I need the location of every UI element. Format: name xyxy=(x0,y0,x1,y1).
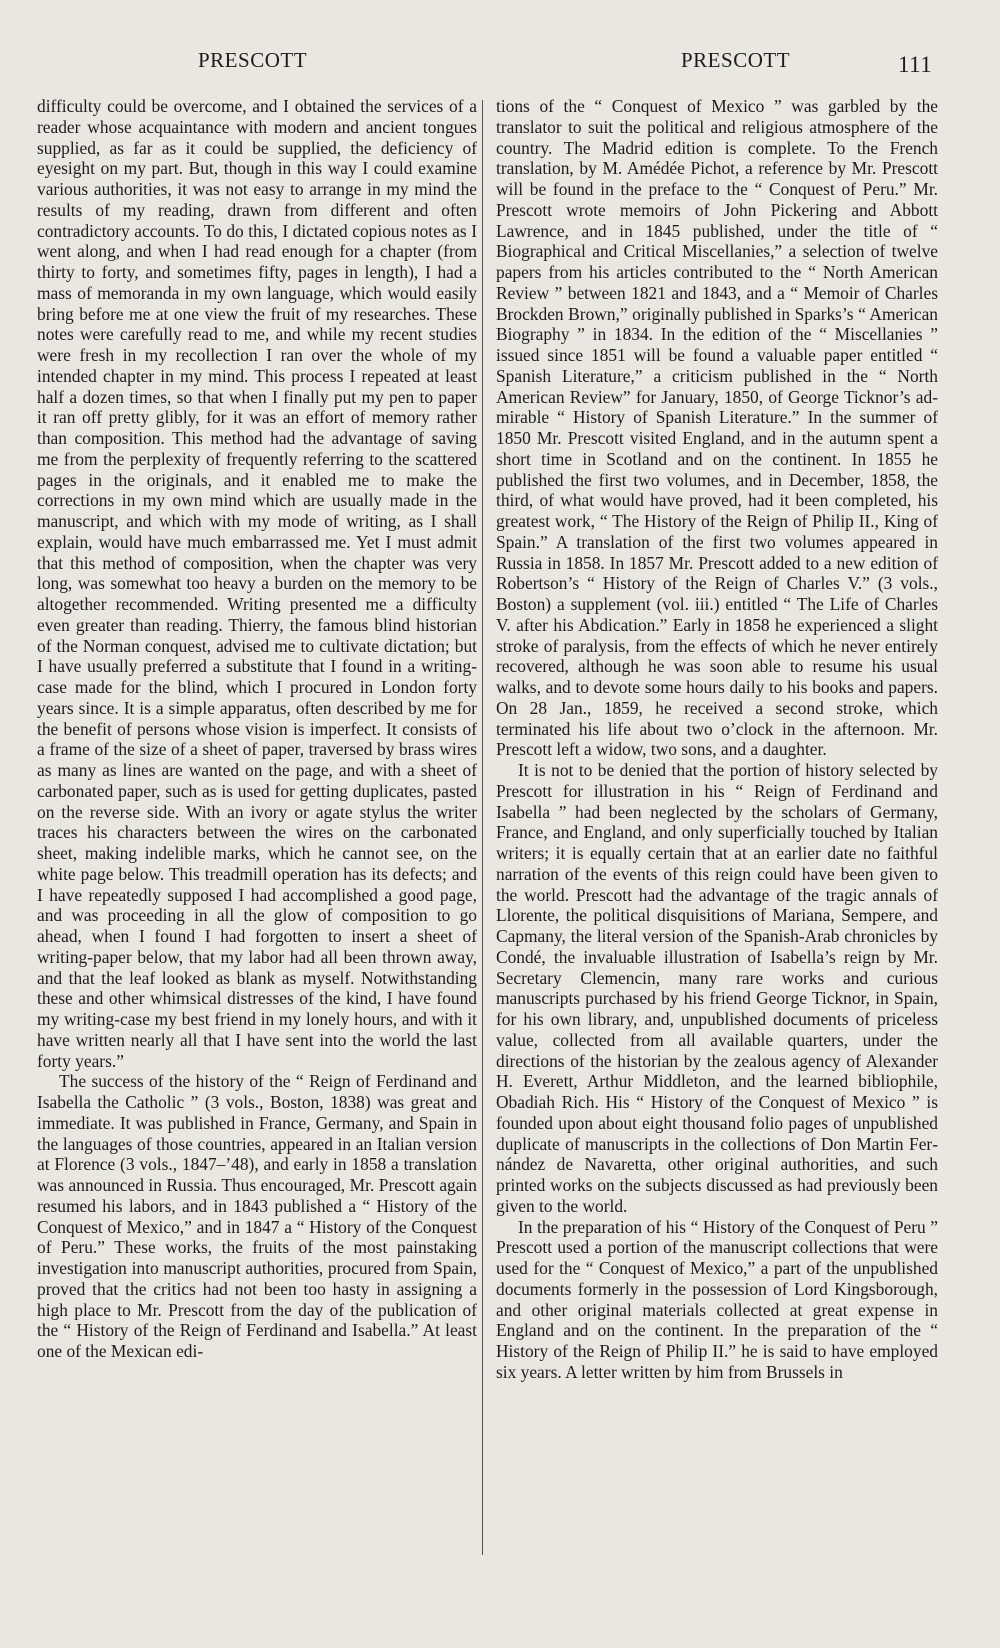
column-divider xyxy=(482,100,483,1555)
right-paragraph-2: It is not to be denied that the portion of history selected by Prescott for illustration in his “ Reign of Ferdinand and Isabella ” had been neglected by the scholars of Germany, France, and England, and only superficially touched by Italian writers; it is equally certain that at an earlier date no faithful narration of the events of this reign could have been given to the world. Prescott had the advantage of the tragic annals of Llorente, the political disquisitions of Mariana, Sempere, and Capmany, the literal version of the Spanish-Arab chronicles by Condé, the invaluable illustration of Isabella’s reign by Mr. Secretary Clemencin, many rare works and curious manuscripts purchased by his friend George Ticknor, in Spain, for his own library, and, unpublished documents of priceless value, collected from all available quarters, under the directions of the historian by the zealous agency of Alexander H. Everett, Arthur Middleton, and the learned bibliophile, Obadiah Rich. His “ History of the Conquest of Mexico ” is founded upon about eight thousand folio pages of unpublished duplicate of manuscripts in the collections of Don Martin Fernández de Navaretta, other original authorities, and such printed works on the subjects discussed as had previously been given to the world. xyxy=(496,760,938,1216)
page-number: 111 xyxy=(898,52,933,77)
left-column xyxy=(37,96,477,1576)
running-head xyxy=(0,44,1000,84)
left-paragraph-2: The success of the history of the “ Reign of Ferdinand and Isabella the Catholic ” (3 vols., Boston, 1838) was great and immediate. It was published in France, Germany, and Spain in the languages of those countries, appeared in an Italian version at Florence (3 vols., 1847–’48), and early in 1858 a translation was announced in Russia. Thus encouraged, Mr. Prescott again resumed his labors, and in 1843 published a “ History of the Conquest of Mexico,” and in 1847 a “ History of the Conquest of Peru.” These works, the fruits of the most painstaking investigation into manuscript authorities, procured from Spain, proved that the critics had not been too hasty in assigning a high place to Mr. Prescott from the day of the publication of the “ History of the Reign of Ferdinand and Isabella.” At least one of the Mexican edi- xyxy=(37,1071,477,1361)
right-paragraph-3: In the preparation of his “ History of the Conquest of Peru ” Prescott used a portion of the manuscript collections that were used for the “ Conquest of Mexico,” a part of the unpublished documents formerly in the possession of Lord Kingsborough, and other original materials collected at great expense in England and on the continent. In the preparation of the “ History of the Reign of Philip II.” he is said to have employed six years. A letter written by him from Brussels in xyxy=(496,1216,938,1382)
running-head-left: PRESCOTT xyxy=(198,48,308,72)
right-paragraph-1: tions of the “ Conquest of Mexico ” was garbled by the translator to suit the political and religious atmosphere of the country. The Madrid edition is complete. To the French translation, by M. Amédée Pichot, a reference by Mr. Prescott will be found in the preface to the “ Conquest of Peru.” Mr. Prescott wrote memoirs of John Pickering and Abbott Lawrence, and in 1845 published, under the title of “ Biographical and Critical Miscellanies,” a selection of twelve papers from his articles contributed to the “ North American Review ” between 1821 and 1843, and a “ Memoir of Charles Brockden Brown,” originally published in Sparks’s “ American Biography ” in 1834. In the edition of the “ Miscellanies ” issued since 1851 will be found a valuable paper entitled “ Spanish Literature,” a criticism published in the “ North American Review” for January, 1850, of George Ticknor’s admirable “ History of Spanish Literature.” In the summer of 1850 Mr. Prescott visited England, and in the autumn spent a short time in Scotland and on the continent. In 1855 he published the first two volumes, and in December, 1858, the third, of what would have proved, had it been completed, his greatest work, “ The History of the Reign of Philip II., King of Spain.” A translation of the first two volumes appeared in Russia in 1858. In 1857 Mr. Prescott added to a new edition of Robertson’s “ History of the Reign of Charles V.” (3 vols., Boston) a supplement (vol. iii.) entitled “ The Life of Charles V. after his Abdication.” Early in 1858 he experienced a slight stroke of paralysis, from the effects of which he never entirely recovered, although he was soon able to resume his usual walks, and to devote some hours daily to his books and papers. On 28 Jan., 1859, he received a second stroke, which terminated his life about two o’clock in the afternoon. Mr. Prescott left a widow, two sons, and a daughter. xyxy=(496,96,938,760)
right-column xyxy=(496,96,938,1576)
left-paragraph-1: difficulty could be overcome, and I obtained the services of a reader whose acquaintance with modern and ancient tongues supplied, as far as it could be supplied, the deficiency of eyesight on my part. But, though in this way I could examine various authorities, it was not easy to arrange in my mind the results of my reading, drawn from different and often contradictory accounts. To do this, I dictated copious notes as I went along, and when I had read enough for a chapter (from thirty to forty, and sometimes fifty, pages in length), I had a mass of memoranda in my own language, which would easily bring before me at one view the fruit of my researches. These notes were carefully read to me, and while my recent studies were fresh in my recollection I ran over the whole of my intended chapter in my mind. This process I repeated at least half a dozen times, so that when I finally put my pen to paper it ran off pretty glibly, for it was an effort of memory rather than composition. This method had the advantage of saving me from the perplexity of frequently referring to the scattered pages in the originals, and it enabled me to make the corrections in my own mind which are usually made in the manuscript, and which with my mode of writing, as I shall explain, would have much embarrassed me. Yet I must admit that this method of composition, when the chapter was very long, was somewhat too heavy a burden on the memory to be altogether recommended. Writing presented me a difficulty even greater than reading. Thierry, the famous blind historian of the Norman conquest, advised me to cultivate dictation; but I have usually preferred a substitute that I found in a writing-case made for the blind, which I procured in London forty years since. It is a simple apparatus, often described by me for the benefit of persons whose vision is imperfect. It consists of a frame of the size of a sheet of paper, traversed by brass wires as many as lines are wanted on the page, and with a sheet of carbonated paper, such as is used for getting duplicates, pasted on the reverse side. With an ivory or agate stylus the writer traces his characters between the wires on the carbonated sheet, making indelible marks, which he cannot see, on the white page below. This treadmill operation has its defects; and I have repeatedly supposed I had accomplished a good page, and was proceeding in all the glow of composition to go ahead, when I found I had forgotten to insert a sheet of writing-paper below, that my labor had all been thrown away, and that the leaf looked as blank as myself. Notwithstanding these and other whimsical distresses of the kind, I have found my writing-case my best friend in my lonely hours, and with it have written nearly all that I have sent into the world the last forty years.” xyxy=(37,96,477,1071)
running-head-right: PRESCOTT xyxy=(681,48,791,72)
